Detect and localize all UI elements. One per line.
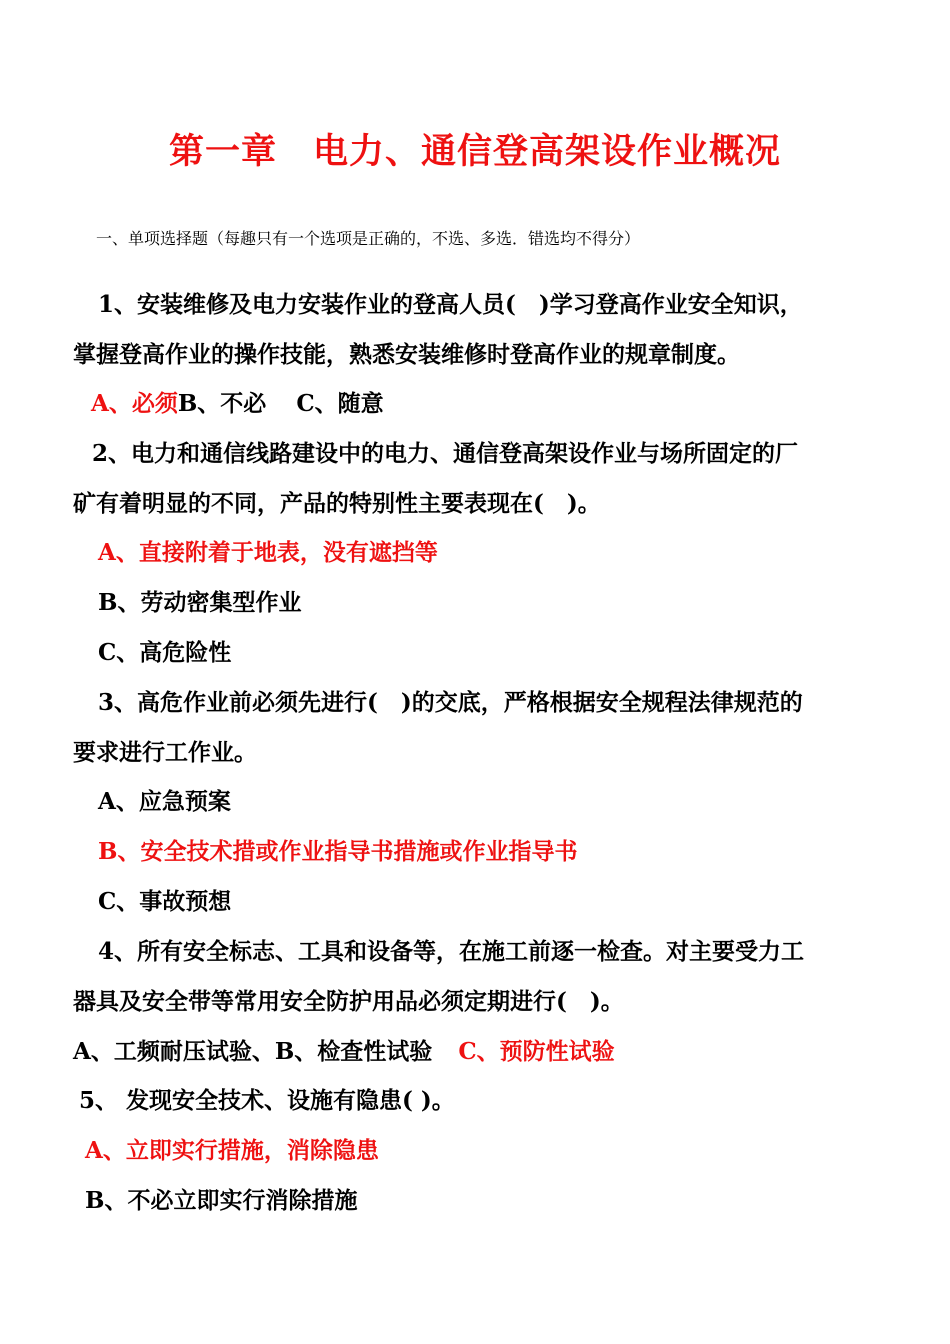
q3-option-b: B、安全技术措或作业指导书措施或作业指导书 [98, 838, 578, 865]
q4-options [73, 1033, 615, 1066]
section-heading: 一、单项选择题（每趣只有一个选项是正确的，不选、多选．错选均不得分） [96, 229, 641, 248]
q1-text-line1: 1、安装维修及电力安装作业的登高人员( )学习登高作业安全知识， [98, 291, 803, 318]
q5-option-b: B、不必立即实行消除措施 [85, 1187, 358, 1214]
q5-text-line1: 5、 发现安全技术、设施有隐患( )。 [79, 1087, 455, 1114]
q5-option-a: A、立即实行措施，消除隐患 [85, 1137, 379, 1164]
q2-option-c: C、高危险性 [98, 639, 232, 666]
q3-option-a: A、应急预案 [98, 788, 231, 815]
q2-text-line1: 2、电力和通信线路建设中的电力、通信登高架设作业与场所固定的厂 [92, 440, 799, 467]
q3-text-line2: 要求进行工作业。 [73, 739, 257, 766]
q1-option-b: B、不必 [177, 390, 267, 417]
q2-option-b: B、劳动密集型作业 [98, 589, 302, 616]
q4-text-line1: 4、所有安全标志、工具和设备等，在施工前逐一检查。对主要受力工 [98, 938, 805, 965]
q4-text-line2: 器具及安全带等常用安全防护用品必须定期进行( )。 [73, 988, 624, 1015]
q3-option-c: C、事故预想 [98, 888, 232, 915]
q1-option-c: C、随意 [296, 390, 384, 417]
q2-option-a: A、直接附着于地表，没有遮挡等 [98, 539, 438, 566]
q4-option-c: C、预防性试验 [458, 1038, 615, 1065]
q1-text-line2: 掌握登高作业的操作技能，熟悉安装维修时登高作业的规章制度。 [73, 341, 740, 368]
q4-option-a: A、工频耐压试验、 [73, 1038, 275, 1065]
q2-text-line2: 矿有着明显的不同，产品的特别性主要表现在( )。 [73, 490, 601, 517]
q3-text-line1: 3、高危作业前必须先进行( )的交底，严格根据安全规程法律规范的 [98, 689, 803, 716]
q4-option-b: B、检查性试验 [274, 1038, 433, 1065]
q1-option-a: A、必须 [91, 390, 178, 417]
chapter-title: 第一章 电力、通信登高架设作业概况 [168, 131, 781, 172]
q1-options [91, 385, 384, 418]
